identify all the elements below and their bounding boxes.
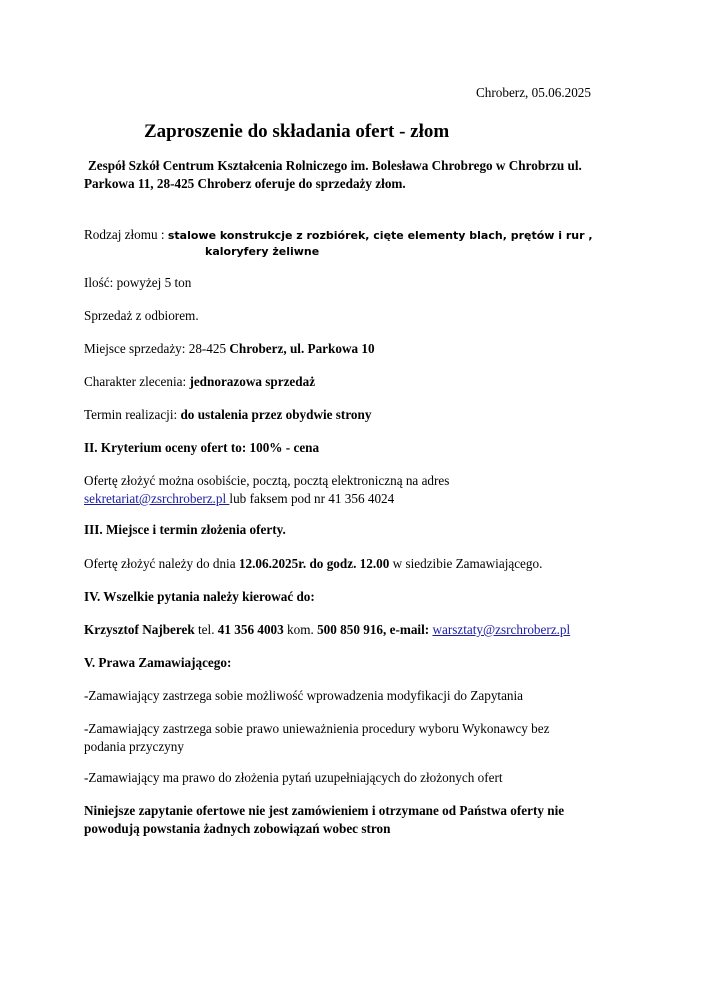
intro-line-1: Zespół Szkół Centrum Kształcenia Rolniczego im. Bolesława Chrobrego w Chrobrzu ul. [88,158,582,173]
deadline-pre: Ofertę złożyć należy do dnia [84,556,239,571]
offer-submission-line-1: Ofertę złożyć można osobiście, pocztą, pocztą elektroniczną na adres [84,473,450,488]
section-4 [84,588,644,606]
rights-item-1 [84,687,644,705]
workshop-email-link[interactable]: warsztaty@zsrchroberz.pl [432,622,571,637]
rights-item-3-text: -Zamawiający ma prawo do złożenia pytań uzupełniających do złożonych ofert [84,770,503,785]
section-5-heading: V. Prawa Zamawiającego: [84,655,232,670]
quantity [84,274,644,292]
rights-item-2-text: -Zamawiający zastrzega sobie prawo unieważnienia procedury wyboru Wykonawcy bez [84,721,550,736]
sale-location-value: Chroberz, ul. Parkowa 10 [229,341,375,356]
sale-location-label: Miejsce sprzedaży: 28-425 [84,341,230,356]
document-date: Chroberz, 05.06.2025 [475,85,591,100]
section-3 [84,521,644,539]
offer-submission [84,472,644,508]
contact-kom: 500 850 916, e-mail: [317,622,430,637]
scrap-type [84,226,644,260]
scrap-type-value-1: stalowe konstrukcje z rozbiórek, cięte elementy blach, prętów i rur , [167,229,593,242]
sale-type [84,307,644,325]
intro-paragraph [84,157,644,193]
sale-location [84,340,644,358]
section-5 [84,654,644,672]
completion-date-label: Termin realizacji: [84,407,181,422]
order-character-label: Charakter zlecenia: [84,374,190,389]
contact-tel: 41 356 4003 [217,622,284,637]
order-character-value: jednorazowa sprzedaż [189,374,316,389]
disclaimer [84,802,644,838]
contact-info [84,621,644,639]
order-character [84,373,644,391]
contact-kom-label: kom. [283,622,318,637]
completion-date-value: do ustalenia przez obydwie strony [180,407,372,422]
section-4-heading: IV. Wszelkie pytania należy kierować do: [84,589,315,604]
disclaimer-line-2: powodują powstania żadnych zobowiązań wobec stron [84,820,391,836]
section-2 [84,439,644,457]
secretariat-email-link[interactable]: sekretariat@zsrchroberz.pl [84,490,230,506]
scrap-type-value-2: kaloryfery żeliwne [205,244,320,258]
sale-type-text: Sprzedaż z odbiorem. [84,308,199,323]
disclaimer-line-1: Niniejsze zapytanie ofertowe nie jest zamówieniem i otrzymane od Państwa oferty nie [84,803,565,818]
deadline-post: w siedzibie Zamawiającego. [389,556,543,571]
deadline-value: 12.06.2025r. do godz. 12.00 [238,556,390,571]
completion-date [84,406,644,424]
rights-item-2-text-cont: podania przyczyny [84,738,184,754]
rights-item-3 [84,769,644,787]
document-title: Zaproszenie do składania ofert - złom [144,121,450,142]
intro-line-2: Parkowa 11, 28-425 Chroberz oferuje do sprzedaży złom. [84,175,406,191]
offer-submission-line-2: lub faksem pod nr 41 356 4024 [229,490,395,506]
submission-deadline [84,555,644,573]
rights-item-1-text: -Zamawiający zastrzega sobie możliwość wprowadzenia modyfikacji do Zapytania [84,688,524,703]
quantity-text: Ilość: powyżej 5 ton [84,275,192,290]
rights-item-2 [84,720,644,756]
scrap-type-label: Rodzaj złomu : [84,227,168,242]
contact-tel-label: tel. [194,622,218,637]
section-2-heading: II. Kryterium oceny ofert to: 100% - cena [84,440,320,455]
section-3-heading: III. Miejsce i termin złożenia oferty. [84,522,286,537]
contact-name: Krzysztof Najberek [84,622,195,637]
